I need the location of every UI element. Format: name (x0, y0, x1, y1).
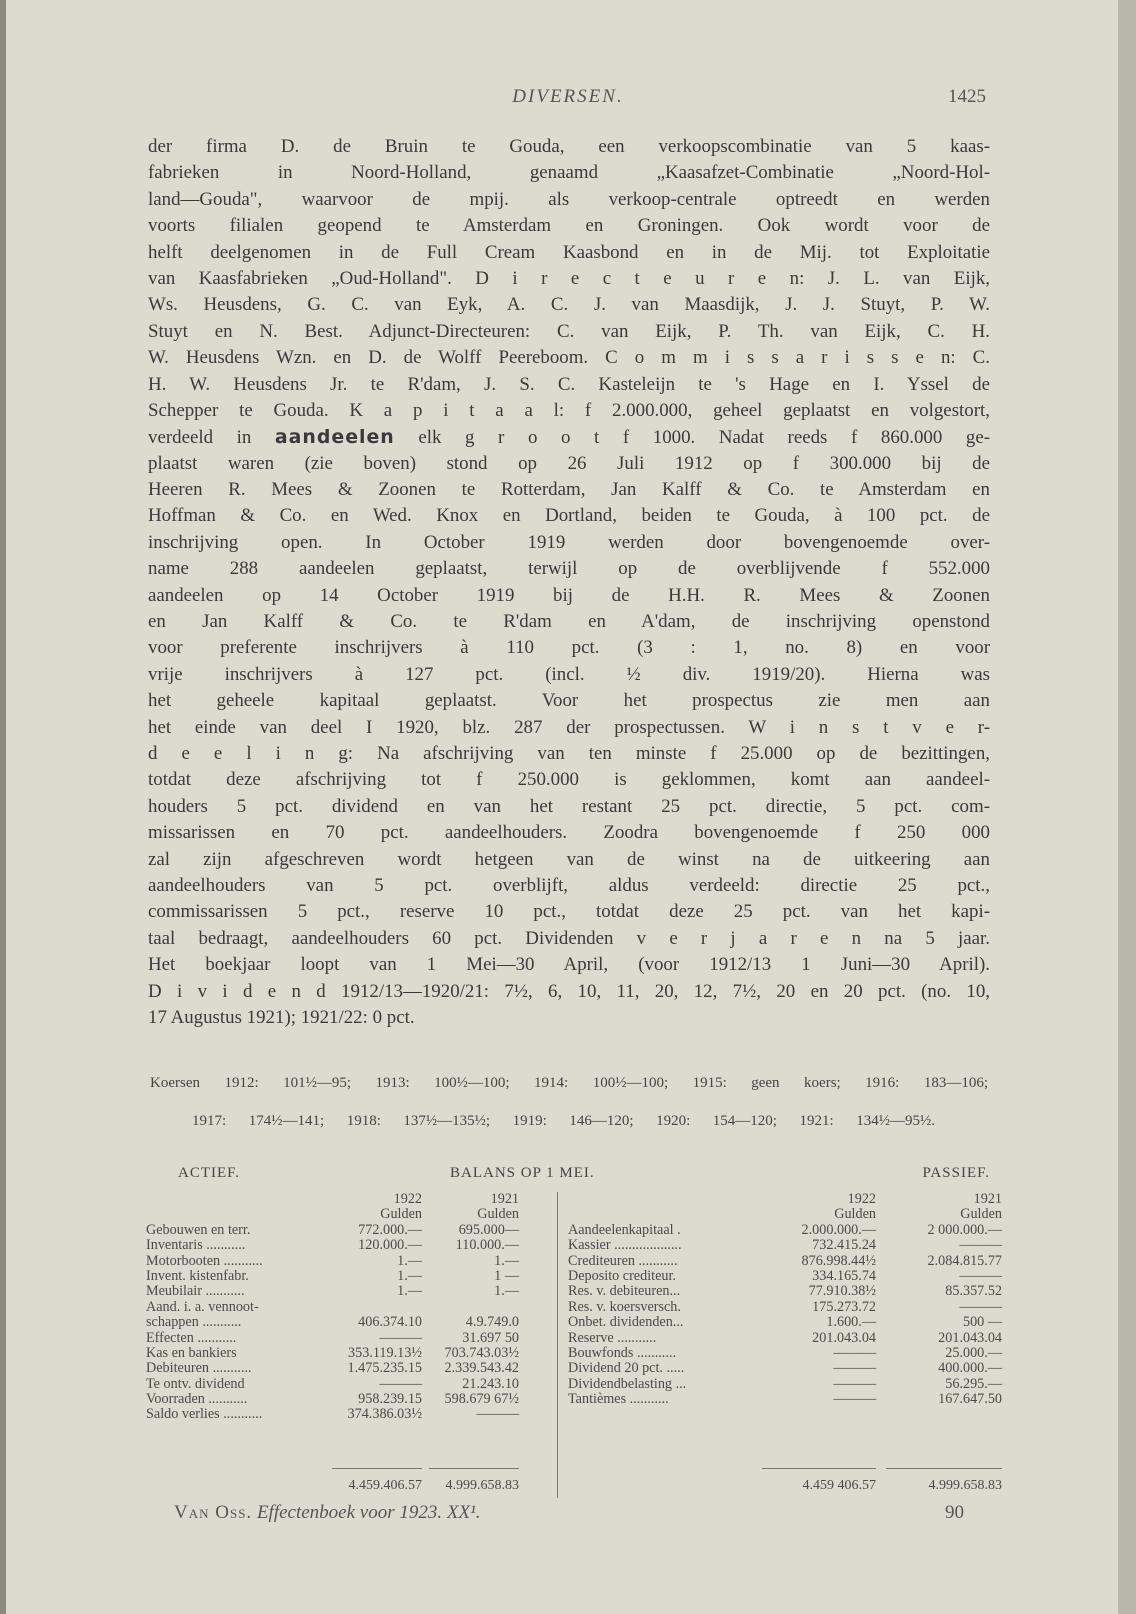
sum-line (762, 1468, 876, 1469)
passief-heading: PASSIEF. (922, 1165, 990, 1181)
emphasis: aandeelen (274, 426, 395, 449)
sum-line (332, 1468, 422, 1469)
passief-row-label: Aandeelenkapitaal . (568, 1221, 681, 1238)
footer-sheet-number: 90 (945, 1502, 964, 1523)
actief-value-1921: 110.000.— (455, 1237, 519, 1254)
actief-value-1922: 1.— (397, 1252, 422, 1269)
text-line: houders 5 pct. dividend en van het restant 25 pct. directie, 5 pct. com- (148, 795, 990, 817)
passief-row-label: Deposito crediteur. (568, 1267, 676, 1284)
passief-row-label: Crediteuren ........... (568, 1252, 678, 1269)
total-passief-1921: 4.999.658.83 (928, 1478, 1002, 1493)
spacer (146, 1207, 334, 1222)
text-line: taal bedraagt, aandeelhouders 60 pct. Dividenden v e r j a r e n na 5 jaar. (148, 927, 990, 949)
actief-1922-column (332, 1192, 422, 1423)
actief-value-1922: 1.— (397, 1283, 422, 1300)
unit-header: Gulden (960, 1206, 1002, 1223)
actief-value-1921: 31.697 50 (462, 1329, 519, 1346)
actief-row-label: schappen ........... (146, 1314, 242, 1331)
passief-1922-column (762, 1192, 876, 1407)
passief-labels (568, 1192, 778, 1407)
passief-value-1922: 334.165.74 (812, 1267, 876, 1284)
year-header: 1921 (490, 1191, 519, 1207)
actief-value-1922: 1.— (397, 1267, 422, 1284)
actief-value-1922 (332, 1300, 422, 1315)
passief-value-1922: ——— (833, 1360, 876, 1377)
actief-row-label: Debiteuren ........... (146, 1360, 252, 1377)
actief-row-label: Effecten ........... (146, 1329, 237, 1346)
text-line: plaatst waren (zie boven) stond op 26 Juli 1912 op f 300.000 bij de (148, 452, 990, 474)
actief-value-1922: ——— (379, 1375, 422, 1392)
text-line: helft deelgenomen in de Full Cream Kaasbond en in de Mij. tot Exploitatie (148, 241, 990, 263)
passief-row-label: Res. v. koersversch. (568, 1298, 681, 1315)
text-line: commissarissen 5 pct., reserve 10 pct., totdat deze 25 pct. van het kapi- (148, 901, 990, 923)
passief-value-1921: 85.357.52 (945, 1283, 1002, 1300)
text-line: vrije inschrijvers à 127 pct. (incl. ½ div. 1919/20). Hierna was (148, 663, 990, 685)
text-line: Hoffman & Co. en Wed. Knox en Dortland, beiden te Gouda, à 100 pct. de (148, 505, 990, 527)
actief-value-1921: 1 — (494, 1267, 519, 1284)
footer-citation (174, 1502, 481, 1524)
passief-value-1922: 732.415.24 (812, 1237, 876, 1254)
actief-row-label: Motorbooten ........... (146, 1252, 263, 1269)
actief-row-label: Gebouwen en terr. (146, 1221, 251, 1238)
footer-title: Effectenboek voor 1923. (256, 1502, 443, 1523)
total-passief-1922: 4.459 406.57 (802, 1478, 876, 1493)
passief-value-1922: 201.043.04 (812, 1329, 876, 1346)
text-line: zal zijn afgeschreven wordt hetgeen van de winst na de uitkeering aan (148, 848, 990, 870)
actief-1921-column (429, 1192, 519, 1423)
actief-value-1922: 353.119.13½ (348, 1344, 422, 1361)
actief-row-label: Inventaris ........... (146, 1237, 246, 1254)
passief-row-label (568, 1192, 778, 1207)
passief-value-1921: 167.647.50 (938, 1391, 1002, 1408)
actief-value-1922: 120.000.— (358, 1237, 422, 1254)
actief-value-1921: 1.— (494, 1252, 519, 1269)
passief-value-1922: 876.998.44½ (801, 1252, 876, 1269)
actief-row-label: Meubilair ........... (146, 1283, 245, 1300)
passief-row-label: Res. v. debiteuren... (568, 1283, 681, 1300)
passief-row-label: Dividendbelasting ... (568, 1375, 687, 1392)
text-line: D i v i d e n d 1912/13—1920/21: 7½, 6, 10, 11, 20, 12, 7½, 20 en 20 pct. (no. 10, (148, 980, 990, 1002)
koersen-line-2: 1917: 174½—141; 1918: 137½—135½; 1919: 146—120; 1920: 154—120; 1921: 134½—95½. (192, 1113, 935, 1129)
actief-value-1921: 4.9.749.0 (465, 1314, 519, 1331)
text-line: Stuyt en N. Best. Adjunct-Directeuren: C. van Eijk, P. Th. van Eijk, C. H. (148, 320, 990, 342)
unit-header: Gulden (477, 1206, 519, 1223)
text-line: land—Gouda", waarvoor de mpij. als verkoop-centrale optreedt en werden (148, 188, 990, 210)
actief-value-1921: ——— (476, 1406, 519, 1423)
passief-value-1922: 2.000.000.— (801, 1221, 876, 1238)
passief-value-1921: 201.043.04 (938, 1329, 1002, 1346)
passief-value-1921: 2 000.000.— (927, 1221, 1002, 1238)
actief-value-1921: 695.000— (458, 1221, 519, 1238)
passief-value-1922: 175.273.72 (812, 1298, 876, 1315)
text-line: name 288 aandeelen geplaatst, terwijl op de overblijvende f 552.000 (148, 558, 990, 580)
text-line: het geheele kapitaal geplaatst. Voor het prospectus zie men aan (148, 690, 990, 712)
actief-value-1921: 21.243.10 (462, 1375, 519, 1392)
text-line: het einde van deel I 1920, blz. 287 der prospectussen. W i n s t v e r- (148, 716, 990, 738)
text-line: Schepper te Gouda. K a p i t a a l: f 2.000.000, geheel geplaatst en volgestort, (148, 399, 990, 421)
total-actief-1922: 4.459.406.57 (348, 1478, 422, 1493)
actief-value-1922: 374.386.03½ (347, 1406, 422, 1423)
actief-row-label: Aand. i. a. vennoot- (146, 1298, 259, 1315)
year-header: 1921 (973, 1191, 1002, 1207)
footer-author: Van Oss. (174, 1502, 253, 1523)
passief-row-label: Reserve ........... (568, 1329, 657, 1346)
page-right-edge (1118, 0, 1136, 1614)
passief-value-1921: 56.295.— (945, 1375, 1002, 1392)
footer-volume: XX¹. (446, 1502, 481, 1523)
actief-value-1922: 772.000.— (358, 1221, 422, 1238)
actief-value-1921: 2.339.543.42 (444, 1360, 519, 1377)
text-line: verdeeld in aandeelen elk g r o o t f 1000. Nadat reeds f 860.000 ge- (148, 426, 990, 449)
balance-sheet-divider (557, 1192, 558, 1498)
actief-labels (146, 1192, 334, 1423)
text-line: Heeren R. Mees & Zoonen te Rotterdam, Jan Kalff & Co. te Amsterdam en (148, 479, 990, 501)
text-line: inschrijving open. In October 1919 werden door bovengenoemde over- (148, 531, 990, 553)
balance-sheet-title: BALANS OP 1 MEI. (450, 1165, 595, 1181)
actief-value-1921: 703.743.03½ (444, 1344, 519, 1361)
passief-row-label: Kassier ................... (568, 1237, 682, 1254)
passief-value-1921: ——— (959, 1267, 1002, 1284)
text-line: missarissen en 70 pct. aandeelhouders. Zoodra bovengenoemde f 250 000 (148, 822, 990, 844)
passief-value-1922: ——— (833, 1344, 876, 1361)
actief-value-1922: 1.475.235.15 (347, 1360, 422, 1377)
text-line: en Jan Kalff & Co. te R'dam en A'dam, de inschrijving openstond (148, 611, 990, 633)
unit-header: Gulden (380, 1206, 422, 1223)
text-line: der firma D. de Bruin te Gouda, een verkoopscombinatie van 5 kaas- (148, 136, 990, 157)
passief-row-label: Onbet. dividenden... (568, 1314, 684, 1331)
year-header: 1922 (393, 1191, 422, 1207)
sum-line (429, 1468, 519, 1469)
text-line: totdat deze afschrijving tot f 250.000 is geklommen, komt aan aandeel- (148, 769, 990, 791)
actief-row-label: Te ontv. dividend (146, 1375, 245, 1392)
actief-row-label: Voorraden ........... (146, 1391, 248, 1408)
page-header (150, 86, 986, 116)
actief-value-1921: 1.— (494, 1283, 519, 1300)
text-line: voorts filialen geopend te Amsterdam en Groningen. Ook wordt voor de (148, 215, 990, 237)
passief-value-1921: 2.084.815.77 (927, 1252, 1002, 1269)
passief-value-1921: 400.000.— (938, 1360, 1002, 1377)
actief-row-label: Invent. kistenfabr. (146, 1267, 249, 1284)
passief-value-1921: 500 — (962, 1314, 1002, 1331)
actief-heading: ACTIEF. (178, 1165, 241, 1181)
passief-value-1922: ——— (833, 1375, 876, 1392)
running-title: DIVERSEN. (512, 86, 624, 107)
sum-line (886, 1468, 1002, 1469)
body-paragraph (148, 134, 990, 1031)
passief-1921-column (886, 1192, 1002, 1407)
text-line: fabrieken in Noord-Holland, genaamd „Kaasafzet-Combinatie „Noord-Hol- (148, 162, 990, 184)
passief-value-1922: 1.600.— (826, 1314, 876, 1331)
spacer (146, 1192, 334, 1207)
passief-row-label: Dividend 20 pct. ..... (568, 1360, 685, 1377)
year-header: 1922 (847, 1191, 876, 1207)
text-line: aandeelen op 14 October 1919 bij de H.H. R. Mees & Zoonen (148, 584, 990, 606)
koersen-line-1: Koersen 1912: 101½—95; 1913: 100½—100; 1914: 100½—100; 1915: geen koers; 1916: 183—106; (150, 1075, 988, 1091)
text-line: van Kaasfabrieken „Oud-Holland". D i r e c t e u r e n: J. L. van Eijk, (148, 267, 990, 289)
passief-row-label: Tantièmes ........... (568, 1391, 669, 1408)
total-actief-1921: 4.999.658.83 (445, 1478, 519, 1493)
text-line: H. W. Heusdens Jr. te R'dam, J. S. C. Kasteleijn te 's Hage en I. Yssel de (148, 373, 990, 395)
text-line: d e e l i n g: Na afschrijving van ten minste f 25.000 op de bezittingen, (148, 742, 990, 764)
passief-value-1921: ——— (959, 1237, 1002, 1254)
actief-value-1922: ——— (379, 1329, 422, 1346)
balance-sheet-headings (150, 1165, 990, 1187)
page-footer (174, 1502, 964, 1530)
text-line: aandeelhouders van 5 pct. overblijft, aldus verdeeld: directie 25 pct., (148, 874, 990, 896)
passief-value-1921: ——— (959, 1298, 1002, 1315)
passief-value-1921: 25.000.— (945, 1344, 1002, 1361)
passief-row-label (568, 1207, 778, 1222)
text-line: voor preferente inschrijvers à 110 pct. (3 : 1, no. 8) en voor (148, 637, 990, 659)
page-binding-edge (0, 0, 6, 1614)
passief-value-1922: 77.910.38½ (808, 1283, 876, 1300)
page-number: 1425 (948, 86, 986, 107)
actief-value-1922: 406.374.10 (358, 1314, 422, 1331)
actief-value-1921: 598.679 67½ (444, 1391, 519, 1408)
unit-header: Gulden (834, 1206, 876, 1223)
text-line: W. Heusdens Wzn. en D. de Wolff Peereboom. C o m m i s s a r i s s e n: C. (148, 347, 990, 369)
actief-row-label: Saldo verlies ........... (146, 1406, 263, 1423)
actief-value-1922: 958.239.15 (358, 1391, 422, 1408)
passief-value-1922: ——— (833, 1391, 876, 1408)
actief-row-label: Kas en bankiers (146, 1344, 237, 1361)
text-line: Het boekjaar loopt van 1 Mei—30 April, (voor 1912/13 1 Juni—30 April). (148, 954, 990, 976)
passief-row-label: Bouwfonds ........... (568, 1344, 676, 1361)
text-line: 17 Augustus 1921); 1921/22: 0 pct. (148, 1006, 415, 1028)
actief-value-1921 (429, 1300, 519, 1315)
text-line: Ws. Heusdens, G. C. van Eyk, A. C. J. van Maasdijk, J. J. Stuyt, P. W. (148, 294, 990, 316)
